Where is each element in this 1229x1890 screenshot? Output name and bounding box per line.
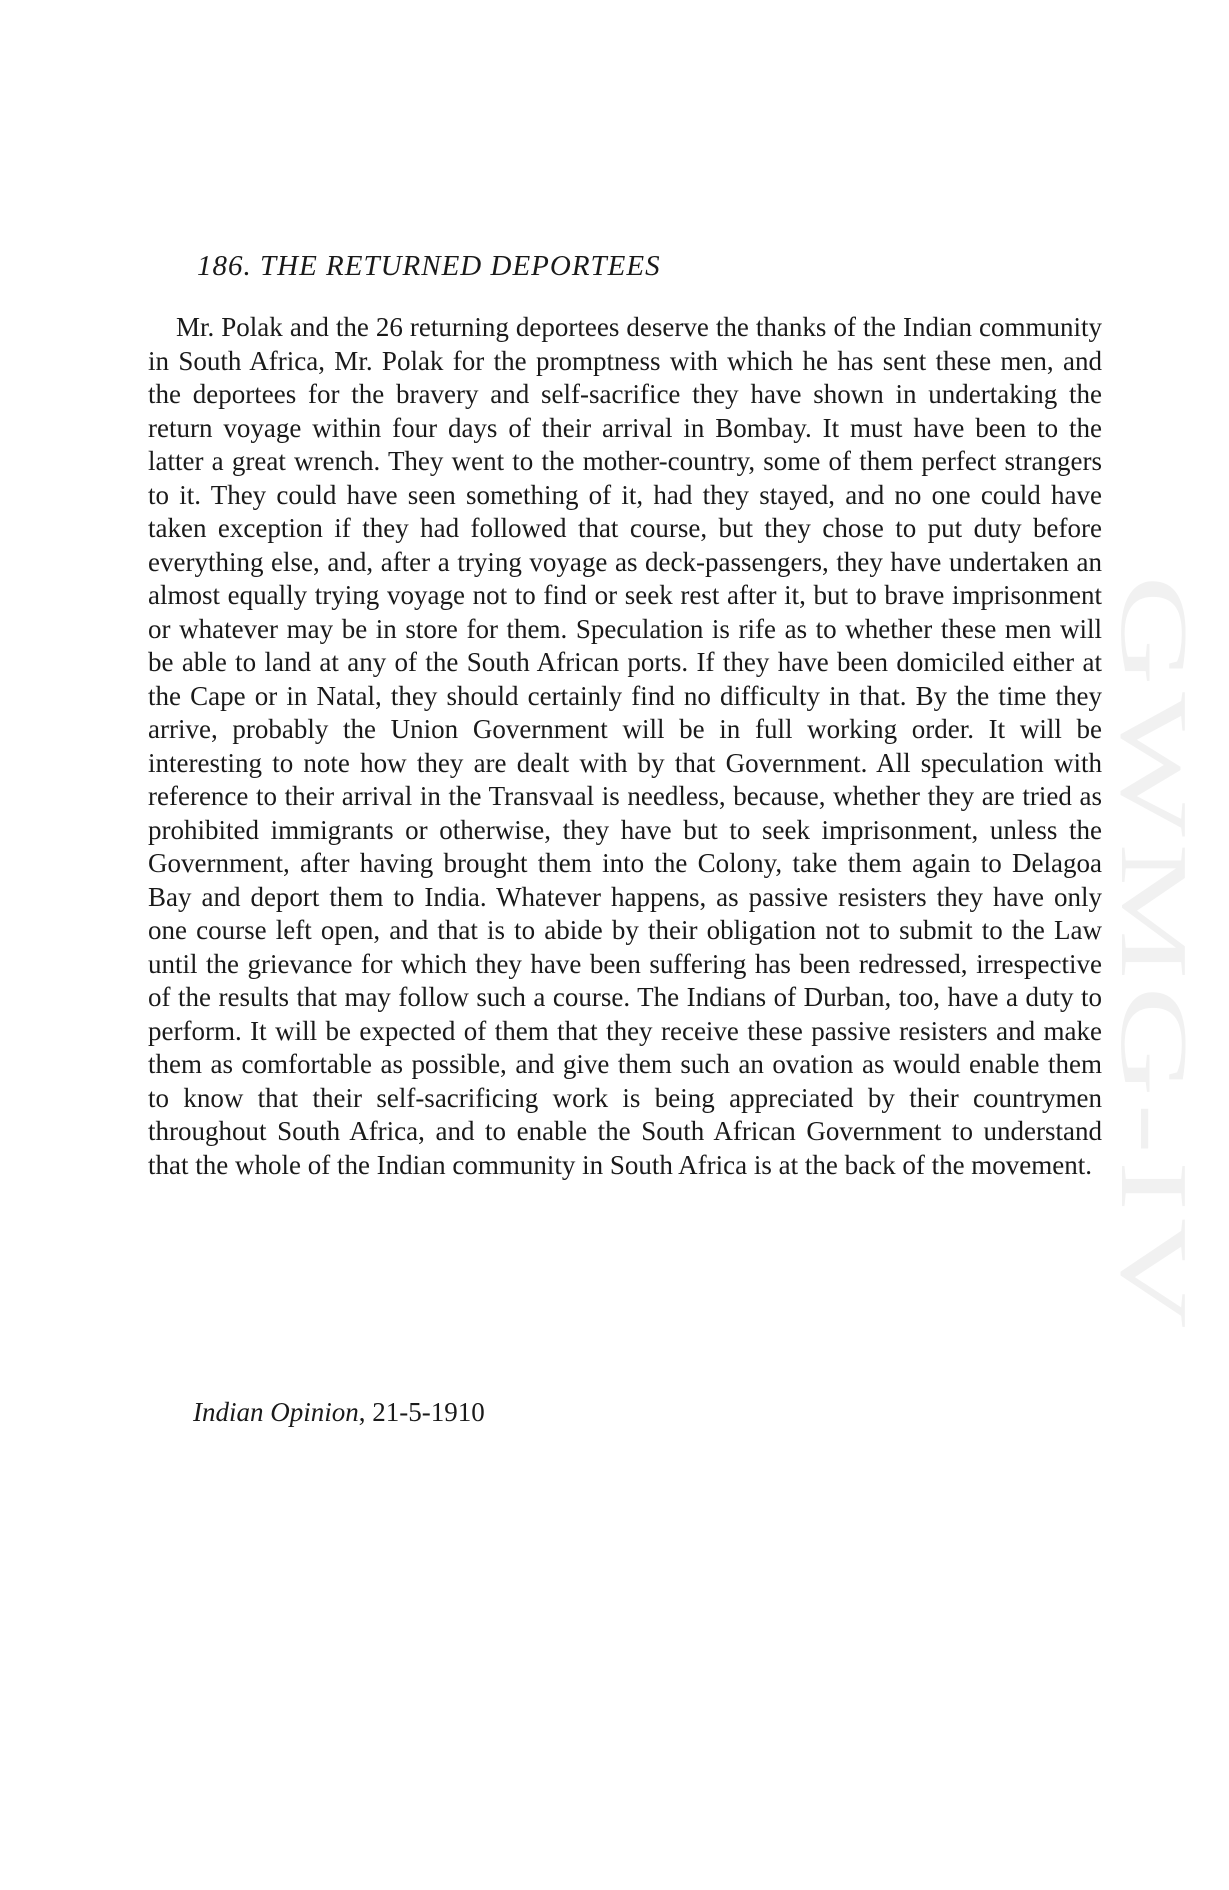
source-separator: , — [358, 1397, 373, 1427]
article-body: Mr. Polak and the 26 returning deportees deserve the thanks of the Indian community in South Africa, Mr. Polak for the promptness with which he has sent these men, and the deportees for the bravery and self-sacrifice they have shown in undertaking the return voyage within four days of their arrival in Bombay. It must have been to the latter a great wrench. They went to the mother-country, some of them perfect strangers to it. They could have seen something of it, had they stayed, and no one could have taken exception if they had followed that course, but they chose to put duty before everything else, and, after a trying voyage as deck-passengers, they have undertaken an almost equally trying voyage not to find or seek rest after it, but to brave imprisonment or whatever may be in store for them. Speculation is rife as to whether these men will be able to land at any of the South African ports. If they have been domiciled either at the Cape or in Natal, they should certainly find no difficulty in that. By the time they arrive, probably the Union Government will be in full working order. It will be interesting to note how they are dealt with by that Government. All speculation with reference to their arrival in the Transvaal is needless, because, whether they are tried as prohibited immigrants or otherwise, they have but to seek imprisonment, unless the Government, after having brought them into the Colony, take them again to Delagoa Bay and deport them to India. Whatever happens, as passive resisters they have only one course left open, and that is to abide by their obligation not to submit to the Law until the grievance for which they have been suffering has been redressed, irrespective of the results that may follow such a course. The Indians of Durban, too, have a duty to perform. It will be expected of them that they receive these passive resisters and make them as comfortable as possible, and give them such an ovation as would enable them to know that their self-sacrificing work is being appreciated by their countrymen throughout South Africa, and to enable the South African Government to understand that the whole of the Indian community in South Africa is at the back of the movement. — [148, 312, 1102, 1180]
source-date: 21-5-1910 — [372, 1397, 485, 1427]
source-citation — [193, 1397, 485, 1428]
page-heading: 186. THE RETURNED DEPORTEES — [197, 250, 661, 282]
watermark-text: GWMG-IV — [1101, 575, 1208, 1051]
watermark — [1100, 575, 1210, 1335]
source-publication: Indian Opinion — [193, 1397, 359, 1427]
